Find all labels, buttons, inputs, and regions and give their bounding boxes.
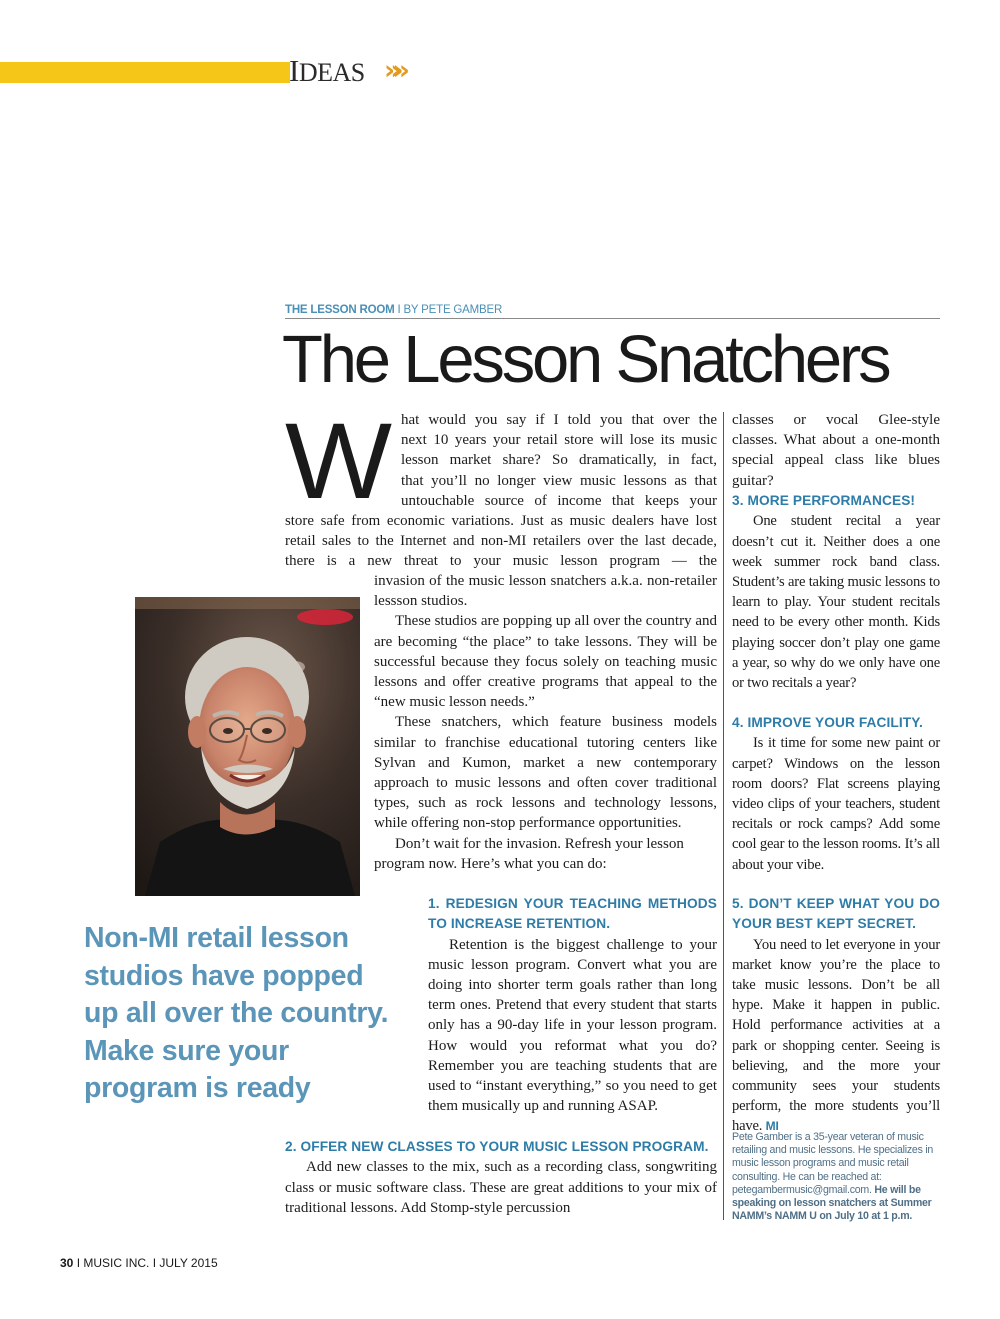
column-divider	[723, 412, 724, 1220]
intro-line: that you’ll no longer view music lessons as that	[401, 472, 717, 489]
body-paragraph: These snatchers, which feature business models similar to franchise educational tutoring centers like Sylvan and Kumon, market a new contemporary approach to music lessons and often cover traditional types, such as rock lessons and technology lessons, while offering non-stop performance opportunities.	[374, 714, 717, 832]
kicker	[285, 303, 940, 319]
section-logo-initial: I	[289, 53, 299, 88]
author-bio-text: Pete Gamber is a 35-year veteran of music retailing and music lessons. He specializes in music lesson programs and music retail consulting. He can be reached at: petegambermusic@gmail.com.	[732, 1131, 934, 1196]
intro-line: hat would you say if I told you that over the	[401, 412, 717, 428]
author-photo	[135, 597, 360, 896]
section-logo-rest: DEAS	[298, 58, 365, 87]
section-3-heading: 3. MORE PERFORMANCES!	[732, 493, 916, 508]
intro-line: lesson market share? So dramatically, in fact,	[401, 452, 717, 469]
kicker-separator: I	[394, 304, 404, 316]
body-paragraph: Don’t wait for the invasion. Refresh your lesson program now. Here’s what you can do:	[374, 835, 684, 872]
section-2	[285, 1137, 717, 1218]
page-footer	[60, 1256, 218, 1270]
chevron-icon: »»	[384, 55, 401, 86]
section-2-heading: 2. OFFER NEW CLASSES TO YOUR MUSIC LESSON PROGRAM.	[285, 1139, 709, 1154]
pull-quote: Non-MI retail lesson studios have popped up all over the country. Make sure your program is ready	[84, 922, 389, 1104]
section-logo	[289, 55, 365, 86]
intro-wide-paragraph: store safe from economic variations. Just as music dealers have lost retail sales to the Internet and non-MI retailers over the last decade, there is a new threat to your music lesson program — the	[285, 513, 717, 570]
author-bio-event: He will be speaking on lesson snatchers at Summer NAMM’s NAMM U on July 10 at 1 p.m.	[732, 1183, 932, 1223]
section-1-heading: 1. REDESIGN YOUR TEACHING METHODS TO INCREASE RETENTION.	[428, 896, 717, 932]
kicker-byline: BY PETE GAMBER	[403, 304, 503, 316]
intro-line: untouchable source of income that keeps your	[401, 492, 717, 509]
end-mark: MI	[765, 1119, 779, 1134]
author-bio	[732, 1131, 942, 1223]
body-column-2	[374, 571, 717, 874]
section-1-text: Retention is the biggest challenge to your music lesson program. Convert what you are doing into shorter term goals rather than long term ones. Pretend that every student that starts only has a 90-day life in your lesson program. How would you reformat what you do? Remember you are teaching students that are used to “instant everything,” so you need to get them musically up and running ASAP.	[428, 936, 717, 1115]
body-paragraph: classes or vocal Glee-style classes. What about a one-month special appeal class like blues guitar?	[732, 412, 940, 489]
section-4	[732, 713, 940, 875]
section-5-text	[732, 935, 940, 1137]
drop-cap: W	[285, 400, 390, 521]
publication-info: I MUSIC INC. I JULY 2015	[73, 1256, 218, 1270]
body-paragraph: invasion of the music lesson snatchers a.k.a. non-retailer lessson studios.	[374, 573, 717, 610]
section-3	[732, 491, 940, 693]
body-paragraph: These studios are popping up all over the country and are becoming “the place” to take lessons. They will be successful because they focus solely on teaching music lessons and offer creative programs that appeal to the “new music lesson needs.”	[374, 613, 718, 711]
intro-wide	[285, 511, 717, 572]
page-number: 30	[60, 1256, 74, 1270]
section-4-text: Is it time for some new paint or carpet? Windows on the lesson room doors? Flat screens playing video clips of your teachers, student recitals or rock camps? Add some cool gear to the lesson rooms. It’s all about your vibe.	[732, 735, 940, 873]
section-1	[428, 894, 717, 1116]
section-4-heading: 4. IMPROVE YOUR FACILITY.	[732, 715, 923, 730]
section-5-body: You need to let everyone in your market know you’re the place to take music lessons. Don’t be all hype. Make it happen in public. Hold performance activities at a park or shopping center. Seeing is believing, and the more your community sees your students perform, the more students you’ll have.	[732, 936, 940, 1135]
intro-block	[401, 410, 717, 511]
section-2-text: Add new classes to the mix, such as a recording class, songwriting class or music software class. These are great additions to your mix of traditional lessons. Add Stomp-style percussion	[285, 1159, 717, 1216]
section-3-text: One student recital a year doesn’t cut it. Neither does a one week summer rock band class. Student’s are taking music lessons to learn to play. Your student recitals need to be every other month. Kids playing soccer don’t play one game a year, so why do we only have one or two recitals a year?	[732, 513, 940, 691]
section-5-heading: 5. DON’T KEEP WHAT YOU DO YOUR BEST KEPT SECRET.	[732, 896, 940, 932]
headline: The Lesson Snatchers	[282, 322, 889, 397]
header-accent-bar	[0, 62, 290, 83]
intro-line: next 10 years your retail store will lose its music	[401, 432, 717, 449]
author-photo-illustration	[135, 597, 360, 896]
kicker-section: THE LESSON ROOM	[285, 304, 395, 316]
body-column-3	[732, 410, 940, 491]
section-5	[732, 894, 940, 1137]
